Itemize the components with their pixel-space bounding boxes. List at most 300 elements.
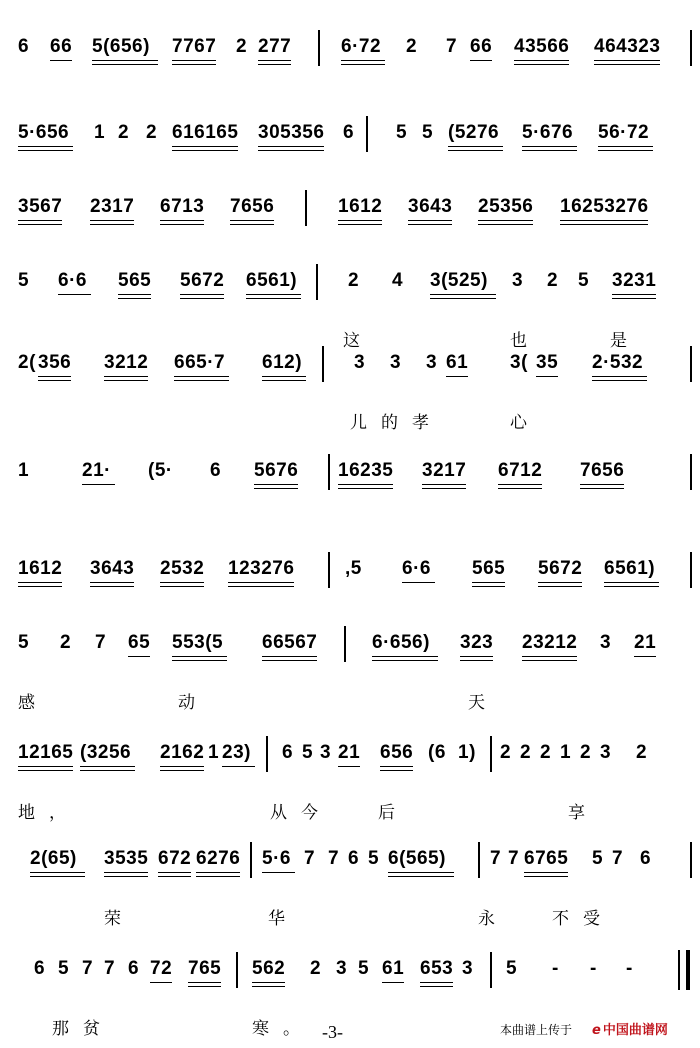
beam-line bbox=[514, 60, 569, 61]
beam-line bbox=[180, 294, 224, 295]
note-group: 123276 bbox=[228, 558, 295, 579]
note-group: (6 bbox=[428, 742, 446, 763]
note-group: 35 bbox=[536, 352, 559, 373]
note-group: 61 bbox=[382, 958, 405, 979]
note-group: 665·7 bbox=[174, 352, 226, 373]
beam-line bbox=[196, 876, 240, 877]
final-double-bar bbox=[686, 950, 690, 990]
note-group: 6·6 bbox=[402, 558, 431, 579]
beam-line bbox=[538, 582, 582, 583]
note-group: 5·6 bbox=[262, 848, 291, 869]
beam-line bbox=[90, 224, 134, 225]
beam-line bbox=[104, 380, 148, 381]
beam-line bbox=[598, 150, 653, 151]
bar-line bbox=[366, 116, 368, 152]
beam-line bbox=[82, 484, 115, 485]
beam-line bbox=[498, 488, 542, 489]
beam-line bbox=[172, 146, 238, 147]
note-group: 3212 bbox=[104, 352, 149, 373]
beam-line bbox=[38, 376, 71, 377]
note-group: 323 bbox=[460, 632, 494, 653]
note-group: 5 bbox=[592, 848, 604, 869]
beam-line bbox=[460, 656, 493, 657]
note-group: 464323 bbox=[594, 36, 661, 57]
beam-line bbox=[228, 582, 294, 583]
bar-line bbox=[690, 454, 692, 490]
note-group: 6561) bbox=[604, 558, 656, 579]
note-group: 3 bbox=[426, 352, 438, 373]
note-group: 5676 bbox=[254, 460, 299, 481]
beam-line bbox=[262, 872, 295, 873]
note-group: 562 bbox=[252, 958, 286, 979]
lyric-text: 心 bbox=[510, 413, 541, 433]
lyric-text: 这 bbox=[343, 331, 374, 351]
beam-line bbox=[592, 380, 647, 381]
beam-line bbox=[158, 876, 191, 877]
bar-line bbox=[690, 842, 692, 878]
logo-text: 中国曲谱网 bbox=[602, 1023, 668, 1038]
note-group: 21 bbox=[338, 742, 361, 763]
note-group: 2 bbox=[547, 270, 559, 291]
beam-line bbox=[50, 60, 72, 61]
score-line bbox=[0, 36, 700, 126]
note-group: 565 bbox=[472, 558, 506, 579]
bar-line bbox=[266, 736, 268, 772]
note-group: 6276 bbox=[196, 848, 241, 869]
beam-line bbox=[448, 150, 503, 151]
note-group: 56·72 bbox=[598, 122, 650, 143]
note-group: 7656 bbox=[230, 196, 275, 217]
note-group: 72 bbox=[150, 958, 173, 979]
note-group: 3217 bbox=[422, 460, 467, 481]
note-group: 6 bbox=[343, 122, 355, 143]
beam-line bbox=[246, 298, 301, 299]
beam-line bbox=[246, 294, 301, 295]
bar-line bbox=[250, 842, 252, 878]
note-group: 2 bbox=[580, 742, 592, 763]
note-group: 6712 bbox=[498, 460, 543, 481]
beam-line bbox=[18, 146, 73, 147]
note-group: 356 bbox=[38, 352, 72, 373]
note-group: 2 bbox=[500, 742, 512, 763]
note-group: 2162 bbox=[160, 742, 205, 763]
beam-line bbox=[341, 64, 385, 65]
note-group: (3256 bbox=[80, 742, 132, 763]
beam-line bbox=[498, 484, 542, 485]
note-group: 2 bbox=[60, 632, 72, 653]
beam-line bbox=[408, 224, 452, 225]
beam-line bbox=[38, 380, 71, 381]
beam-line bbox=[522, 150, 577, 151]
beam-line bbox=[160, 220, 204, 221]
note-group: 3535 bbox=[104, 848, 149, 869]
beam-line bbox=[18, 766, 73, 767]
beam-line bbox=[430, 294, 496, 295]
note-group: 7656 bbox=[580, 460, 625, 481]
beam-line bbox=[472, 582, 505, 583]
beam-line bbox=[408, 220, 452, 221]
beam-line bbox=[158, 872, 191, 873]
beam-line bbox=[104, 376, 148, 377]
note-group: 5 bbox=[368, 848, 380, 869]
score-line bbox=[0, 270, 700, 360]
lyric-text: 永 bbox=[478, 909, 509, 929]
note-group: 66567 bbox=[262, 632, 318, 653]
note-group: 7767 bbox=[172, 36, 217, 57]
bar-line bbox=[690, 346, 692, 382]
note-group: 7 bbox=[328, 848, 340, 869]
beam-line bbox=[598, 146, 653, 147]
beam-line bbox=[150, 982, 172, 983]
note-group: - bbox=[590, 958, 597, 979]
beam-line bbox=[380, 770, 413, 771]
beam-line bbox=[478, 224, 533, 225]
beam-line bbox=[172, 64, 216, 65]
beam-line bbox=[524, 876, 568, 877]
beam-line bbox=[258, 64, 291, 65]
note-group: 3 bbox=[462, 958, 474, 979]
bar-line bbox=[318, 30, 320, 66]
lyric-text: 是 bbox=[610, 331, 641, 351]
note-group: 25356 bbox=[478, 196, 534, 217]
beam-line bbox=[538, 586, 582, 587]
beam-line bbox=[446, 376, 468, 377]
lyric-text: 也 bbox=[510, 331, 541, 351]
note-group: 21 bbox=[634, 632, 657, 653]
note-group: 5 bbox=[422, 122, 434, 143]
score-line bbox=[0, 632, 700, 722]
note-group: 1 bbox=[208, 742, 220, 763]
note-group: 653 bbox=[420, 958, 454, 979]
note-group: - bbox=[552, 958, 559, 979]
beam-line bbox=[18, 586, 62, 587]
note-group: 3643 bbox=[408, 196, 453, 217]
beam-line bbox=[560, 224, 648, 225]
lyric-text: 天 bbox=[468, 693, 499, 713]
note-group: 5672 bbox=[180, 270, 225, 291]
note-group: 6·72 bbox=[341, 36, 382, 57]
score-line bbox=[0, 460, 700, 550]
beam-line bbox=[258, 150, 324, 151]
beam-line bbox=[160, 224, 204, 225]
beam-line bbox=[92, 60, 158, 61]
beam-line bbox=[460, 660, 493, 661]
beam-line bbox=[341, 60, 385, 61]
beam-line bbox=[172, 150, 238, 151]
bar-line bbox=[322, 346, 324, 382]
beam-line bbox=[522, 660, 577, 661]
beam-line bbox=[188, 982, 221, 983]
beam-line bbox=[230, 220, 274, 221]
bar-line bbox=[690, 552, 692, 588]
note-group: 1612 bbox=[338, 196, 383, 217]
lyric-text: 地， bbox=[18, 803, 80, 823]
note-group: 612) bbox=[262, 352, 303, 373]
note-group: 7 bbox=[95, 632, 107, 653]
note-group: 5 bbox=[358, 958, 370, 979]
beam-line bbox=[254, 488, 298, 489]
beam-line bbox=[222, 766, 255, 767]
note-group: 6561) bbox=[246, 270, 298, 291]
note-group: 1612 bbox=[18, 558, 63, 579]
beam-line bbox=[580, 488, 624, 489]
note-group: 5 bbox=[506, 958, 518, 979]
beam-line bbox=[58, 294, 91, 295]
note-group: 2 bbox=[406, 36, 418, 57]
note-group: 3 bbox=[354, 352, 366, 373]
beam-line bbox=[18, 224, 62, 225]
note-group: 2 bbox=[520, 742, 532, 763]
beam-line bbox=[478, 220, 533, 221]
beam-line bbox=[612, 298, 656, 299]
note-group: 1) bbox=[458, 742, 476, 763]
note-group: 3 bbox=[600, 742, 612, 763]
lyric-text: 从今 bbox=[270, 803, 332, 823]
note-group: 1 bbox=[18, 460, 30, 481]
beam-line bbox=[160, 766, 204, 767]
note-group: 16235 bbox=[338, 460, 394, 481]
beam-line bbox=[594, 64, 660, 65]
beam-line bbox=[128, 656, 150, 657]
note-group: 43566 bbox=[514, 36, 570, 57]
beam-line bbox=[254, 484, 298, 485]
beam-line bbox=[252, 982, 285, 983]
beam-line bbox=[580, 484, 624, 485]
beam-line bbox=[118, 294, 151, 295]
note-group: 277 bbox=[258, 36, 292, 57]
note-group: 1 bbox=[94, 122, 106, 143]
beam-line bbox=[448, 146, 503, 147]
note-group: 305356 bbox=[258, 122, 325, 143]
beam-line bbox=[258, 60, 291, 61]
note-group: 2 bbox=[310, 958, 322, 979]
beam-line bbox=[252, 986, 285, 987]
note-group: 2 bbox=[540, 742, 552, 763]
beam-line bbox=[92, 64, 158, 65]
note-group: 23212 bbox=[522, 632, 578, 653]
beam-line bbox=[18, 770, 73, 771]
beam-line bbox=[388, 876, 454, 877]
lyric-text: 感 bbox=[18, 693, 49, 713]
lyric-text: 享 bbox=[568, 803, 599, 823]
beam-line bbox=[230, 224, 274, 225]
note-group: 553(5 bbox=[172, 632, 224, 653]
page-number: -3- bbox=[322, 1022, 343, 1042]
beam-line bbox=[90, 220, 134, 221]
beam-line bbox=[262, 376, 306, 377]
bar-line bbox=[236, 952, 238, 988]
note-group: 7 bbox=[104, 958, 116, 979]
note-group: 7 bbox=[446, 36, 458, 57]
note-group: 7 bbox=[304, 848, 316, 869]
note-group: 672 bbox=[158, 848, 192, 869]
note-group: 6 bbox=[34, 958, 46, 979]
note-group: 6713 bbox=[160, 196, 205, 217]
beam-line bbox=[514, 64, 569, 65]
beam-line bbox=[338, 766, 360, 767]
lyric-text: 华 bbox=[268, 909, 299, 929]
note-group: 65 bbox=[128, 632, 151, 653]
beam-line bbox=[262, 380, 306, 381]
beam-line bbox=[188, 986, 221, 987]
beam-line bbox=[420, 982, 453, 983]
note-group: 3(525) bbox=[430, 270, 488, 291]
note-group: 3 bbox=[512, 270, 524, 291]
note-group: 2 bbox=[236, 36, 248, 57]
beam-line bbox=[258, 146, 324, 147]
note-group: 21· bbox=[82, 460, 111, 481]
note-group: 2 bbox=[348, 270, 360, 291]
beam-line bbox=[118, 298, 151, 299]
beam-line bbox=[262, 656, 317, 657]
upload-note: 本曲谱上传于 bbox=[500, 1023, 573, 1037]
note-group: 1 bbox=[560, 742, 572, 763]
beam-line bbox=[420, 986, 453, 987]
beam-line bbox=[18, 150, 73, 151]
note-group: 2 bbox=[118, 122, 130, 143]
beam-line bbox=[172, 656, 227, 657]
score-line bbox=[0, 742, 700, 832]
lyric-text: 儿的孝 bbox=[350, 413, 443, 433]
bar-line bbox=[328, 454, 330, 490]
beam-line bbox=[174, 376, 229, 377]
note-group: 3 bbox=[320, 742, 332, 763]
note-group: 7 bbox=[508, 848, 520, 869]
note-group: 2 bbox=[636, 742, 648, 763]
note-group: 7 bbox=[82, 958, 94, 979]
beam-line bbox=[524, 872, 568, 873]
beam-line bbox=[196, 872, 240, 873]
beam-line bbox=[160, 586, 204, 587]
score-line bbox=[0, 352, 700, 442]
note-group: 61 bbox=[446, 352, 469, 373]
beam-line bbox=[180, 298, 224, 299]
note-group: 23) bbox=[222, 742, 251, 763]
note-group: 7 bbox=[490, 848, 502, 869]
beam-line bbox=[338, 484, 393, 485]
beam-line bbox=[80, 770, 135, 771]
note-group: 3 bbox=[390, 352, 402, 373]
note-group: (5276 bbox=[448, 122, 500, 143]
bar-line bbox=[316, 264, 318, 300]
note-group: 765 bbox=[188, 958, 222, 979]
bar-line bbox=[490, 736, 492, 772]
logo-mark-icon: e bbox=[592, 1023, 601, 1038]
beam-line bbox=[18, 220, 62, 221]
note-group: 5 bbox=[302, 742, 314, 763]
beam-line bbox=[372, 660, 438, 661]
note-group: 7 bbox=[612, 848, 624, 869]
note-group: 6 bbox=[210, 460, 222, 481]
note-group: 5 bbox=[18, 270, 30, 291]
beam-line bbox=[30, 872, 85, 873]
beam-line bbox=[90, 582, 134, 583]
note-group: 5672 bbox=[538, 558, 583, 579]
beam-line bbox=[30, 876, 85, 877]
note-group: - bbox=[626, 958, 633, 979]
note-group: 2 bbox=[146, 122, 158, 143]
note-group: 5 bbox=[396, 122, 408, 143]
note-group: 6 bbox=[128, 958, 140, 979]
beam-line bbox=[174, 380, 229, 381]
beam-line bbox=[604, 582, 659, 583]
note-group: 6 bbox=[348, 848, 360, 869]
note-group: 66 bbox=[470, 36, 493, 57]
bar-line bbox=[344, 626, 346, 662]
note-group: 6 bbox=[18, 36, 30, 57]
beam-line bbox=[594, 60, 660, 61]
beam-line bbox=[160, 582, 204, 583]
lyric-text: 寒。 bbox=[252, 1019, 314, 1039]
note-group: 656 bbox=[380, 742, 414, 763]
note-group: 4 bbox=[392, 270, 404, 291]
beam-line bbox=[262, 660, 317, 661]
note-group: ,5 bbox=[345, 558, 362, 579]
beam-line bbox=[382, 982, 404, 983]
bar-line bbox=[328, 552, 330, 588]
bar-line bbox=[490, 952, 492, 988]
beam-line bbox=[90, 586, 134, 587]
beam-line bbox=[522, 146, 577, 147]
beam-line bbox=[422, 484, 466, 485]
note-group: 6 bbox=[282, 742, 294, 763]
note-group: 3231 bbox=[612, 270, 657, 291]
note-group: 3643 bbox=[90, 558, 135, 579]
note-group: 6·656) bbox=[372, 632, 430, 653]
beam-line bbox=[634, 656, 656, 657]
beam-line bbox=[338, 488, 393, 489]
note-group: 12165 bbox=[18, 742, 74, 763]
note-group: 3( bbox=[510, 352, 528, 373]
beam-line bbox=[592, 376, 647, 377]
beam-line bbox=[422, 488, 466, 489]
site-logo bbox=[592, 1019, 668, 1038]
note-group: 5·676 bbox=[522, 122, 574, 143]
beam-line bbox=[536, 376, 558, 377]
note-group: 5(656) bbox=[92, 36, 150, 57]
beam-line bbox=[160, 770, 204, 771]
note-group: 3 bbox=[336, 958, 348, 979]
bar-line bbox=[478, 842, 480, 878]
note-group: 6765 bbox=[524, 848, 569, 869]
note-group: 3567 bbox=[18, 196, 63, 217]
beam-line bbox=[228, 586, 294, 587]
note-group: 2( bbox=[18, 352, 36, 373]
beam-line bbox=[522, 656, 577, 657]
beam-line bbox=[380, 766, 413, 767]
beam-line bbox=[472, 586, 505, 587]
note-group: 16253276 bbox=[560, 196, 649, 217]
score-line bbox=[0, 848, 700, 938]
final-thin-bar bbox=[678, 950, 680, 990]
beam-line bbox=[402, 582, 435, 583]
note-group: 565 bbox=[118, 270, 152, 291]
note-group: 2·532 bbox=[592, 352, 644, 373]
lyric-text: 那贫 bbox=[52, 1019, 114, 1039]
note-group: 6 bbox=[640, 848, 652, 869]
note-group: 616165 bbox=[172, 122, 239, 143]
note-group: 5 bbox=[58, 958, 70, 979]
beam-line bbox=[604, 586, 659, 587]
beam-line bbox=[612, 294, 656, 295]
lyric-text: 后 bbox=[378, 803, 409, 823]
beam-line bbox=[338, 224, 382, 225]
beam-line bbox=[172, 60, 216, 61]
lyric-text: 不受 bbox=[552, 909, 614, 929]
beam-line bbox=[372, 656, 438, 657]
lyric-text: 荣 bbox=[104, 909, 135, 929]
note-group: 6(565) bbox=[388, 848, 446, 869]
